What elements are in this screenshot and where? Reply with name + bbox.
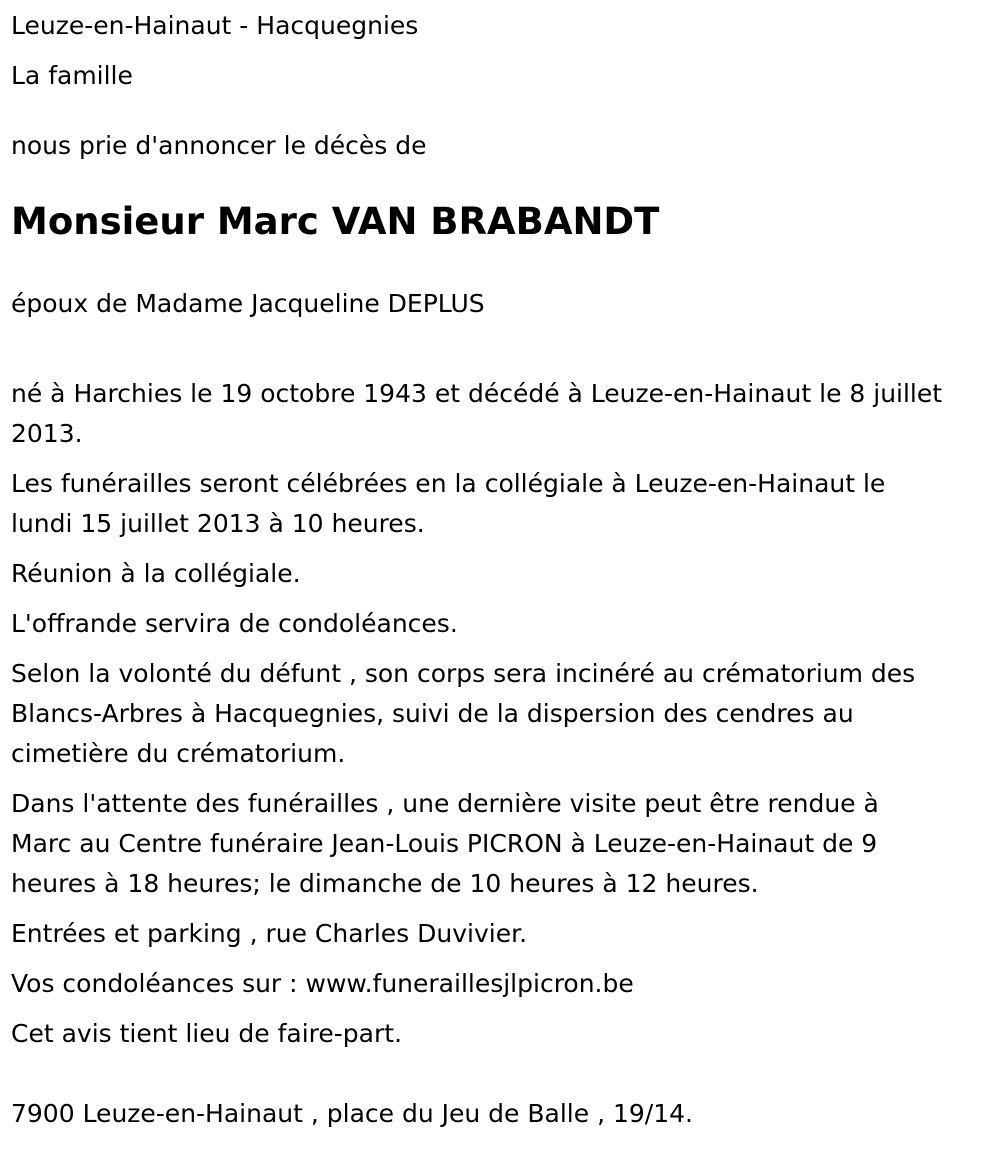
address-line: 7900 Leuze-en-Hainaut , place du Jeu de Balle , 19/14.	[11, 1099, 693, 1128]
family-line: La famille	[11, 61, 133, 90]
location-line: Leuze-en-Hainaut - Hacquegnies	[11, 11, 419, 40]
visit-paragraph	[11, 784, 1000, 904]
birth-death-paragraph	[11, 374, 1000, 454]
paragraph-line: Réunion à la collégiale.	[11, 559, 301, 588]
offering-paragraph	[11, 604, 1000, 644]
paragraph-line: heures à 18 heures; le dimanche de 10 heures à 12 heures.	[11, 869, 759, 898]
parking-paragraph	[11, 914, 1000, 954]
paragraph-line: L'offrande servira de condoléances.	[11, 609, 458, 638]
paragraph-line: Selon la volonté du défunt , son corps sera incinéré au crématorium des	[11, 659, 916, 688]
deceased-name: Monsieur Marc VAN BRABANDT	[11, 200, 660, 243]
cremation-paragraph	[11, 654, 1000, 774]
paragraph-line: Blancs-Arbres à Hacquegnies, suivi de la dispersion des cendres au	[11, 699, 854, 728]
paragraph-line: Marc au Centre funéraire Jean-Louis PICRON à Leuze-en-Hainaut de 9	[11, 829, 878, 858]
meeting-paragraph	[11, 554, 1000, 594]
paragraph-line: né à Harchies le 19 octobre 1943 et décédé à Leuze-en-Hainaut le 8 juillet	[11, 379, 943, 408]
paragraph-line: 2013.	[11, 419, 83, 448]
announcement-line: nous prie d'annoncer le décès de	[11, 131, 427, 160]
paragraph-line: Dans l'attente des funérailles , une dernière visite peut être rendue à	[11, 789, 879, 818]
paragraph-line: Entrées et parking , rue Charles Duvivier.	[11, 919, 528, 948]
spouse-line: époux de Madame Jacqueline DEPLUS	[11, 289, 485, 318]
paragraph-line: cimetière du crématorium.	[11, 739, 346, 768]
condolences-paragraph	[11, 964, 1000, 1004]
paragraph-line: lundi 15 juillet 2013 à 10 heures.	[11, 509, 425, 538]
paragraph-line: Les funérailles seront célébrées en la collégiale à Leuze-en-Hainaut le	[11, 469, 886, 498]
paragraph-line: Vos condoléances sur : www.funeraillesjlpicron.be	[11, 969, 634, 998]
funeral-paragraph	[11, 464, 1000, 544]
paragraph-line: Cet avis tient lieu de faire-part.	[11, 1019, 403, 1048]
notice-paragraph	[11, 1014, 1000, 1054]
